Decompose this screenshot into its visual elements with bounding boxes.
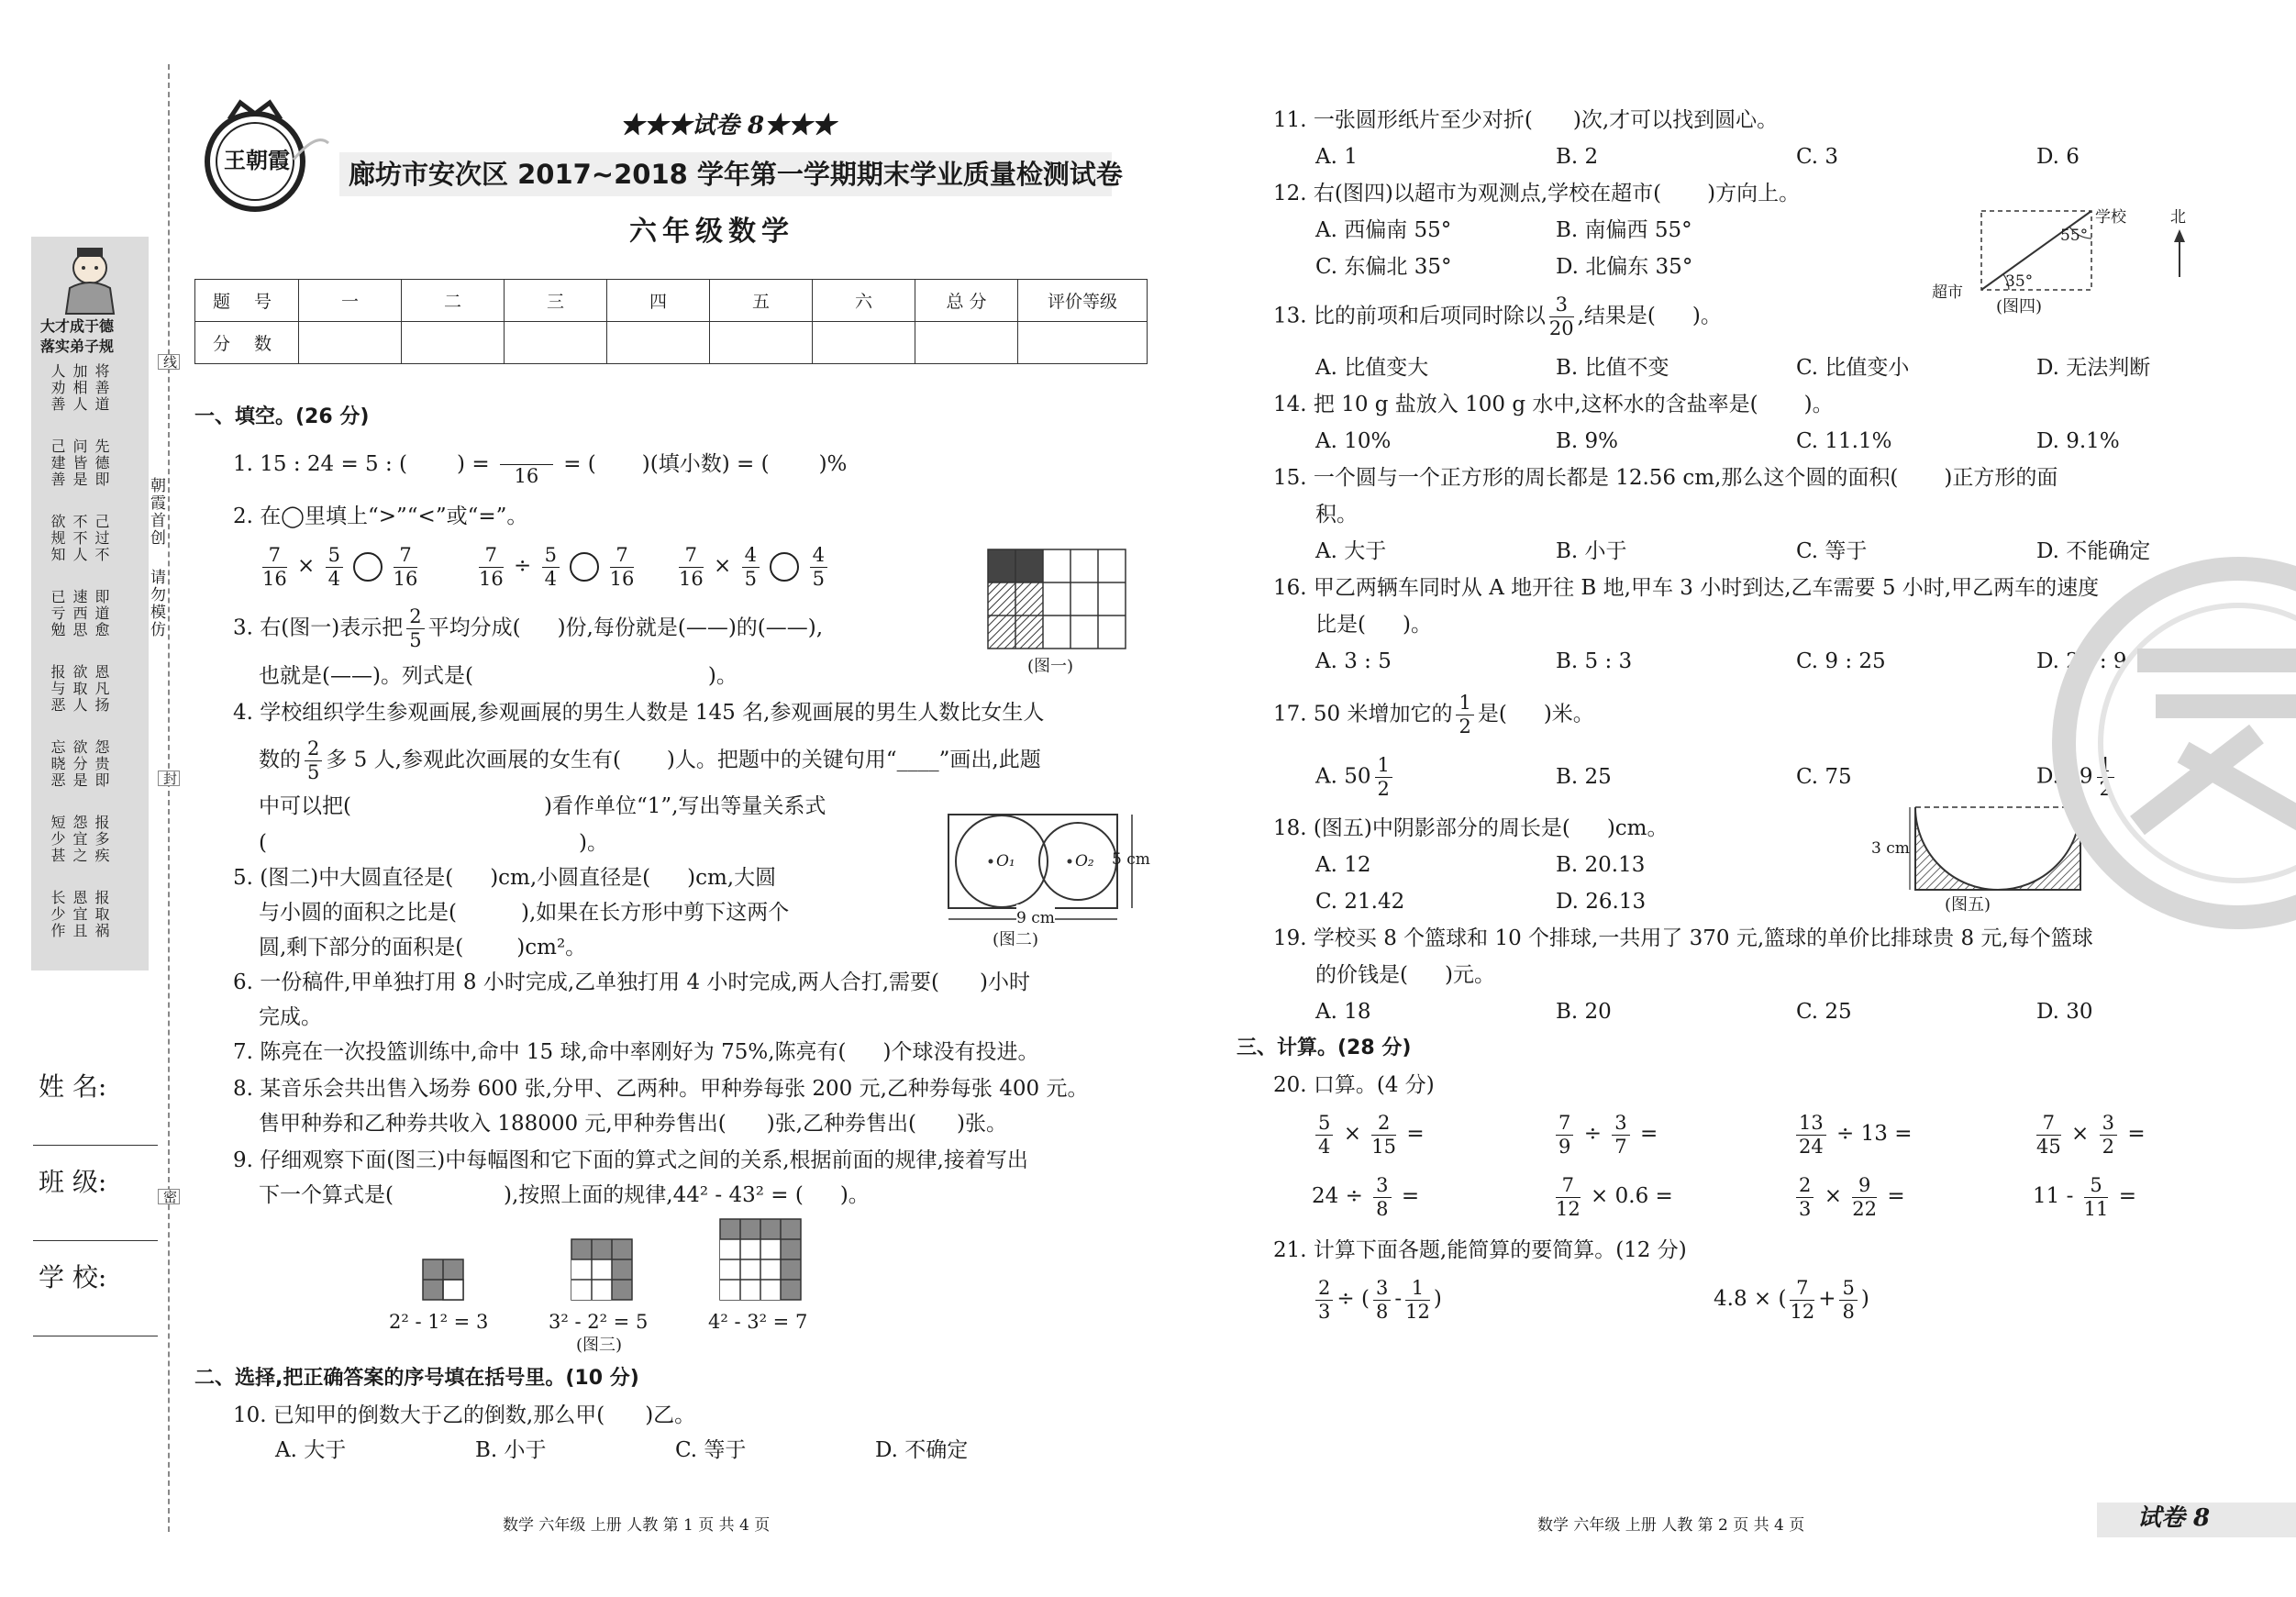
motto-column: 欲取人	[71, 664, 88, 714]
q17-option-a[interactable]: A. 50 $\frac{1}{2}$	[1315, 756, 1396, 799]
q20-item-1: $\frac{5}{4}$ × $\frac{2}{15}$ =	[1312, 1112, 1425, 1157]
motto-column: 报取祸	[93, 890, 110, 939]
q19-option-d[interactable]: D. 30	[2036, 1000, 2093, 1024]
score-table-score-row	[195, 322, 1148, 364]
binding-mark-seal: 封	[158, 771, 180, 786]
q20-item-6: $\frac{7}{12}$ × 0.6 =	[1556, 1173, 1673, 1220]
paper-title: 廊坊市安次区 2017~2018 学年第一学期期末学业质量检测试卷	[349, 159, 1123, 190]
q14-option-a[interactable]: A. 10%	[1315, 429, 1392, 453]
q13-option-c[interactable]: C. 比值变小	[1796, 356, 1910, 380]
motto-column: 怨宜之	[71, 815, 88, 864]
figure-3-eq-1: 2² - 1² = 3	[389, 1311, 489, 1333]
q10-option-b[interactable]: B. 小于	[475, 1438, 547, 1462]
name-field-label: 姓 名:	[39, 1071, 107, 1102]
logo-text: 王朝霞	[224, 147, 290, 173]
q17-stem: 17. 50 米增加它的 $\frac{1}{2}$ 是( )米。	[1273, 692, 1594, 738]
compare-circle[interactable]	[353, 552, 383, 582]
q2-item-2: $\frac{7}{16}$ ÷ $\frac{5}{4}$ $\frac{7}{16}$	[479, 543, 635, 590]
q11-stem: 11. 一张圆形纸片至少对折( )次,才可以找到圆心。	[1273, 108, 1779, 132]
q5-line-2: 与小圆的面积之比是( ),如果在长方形中剪下这两个	[259, 901, 790, 925]
score-cell: 五	[710, 280, 813, 322]
q21-expr-2: 4.8 × ( $\frac{7}{12}$ + $\frac{5}{8}$ )	[1714, 1276, 1869, 1323]
figure-5-caption: (图五)	[1945, 895, 1991, 915]
figure-4-angle-55: 55°	[2060, 227, 2089, 245]
figure-4-direction	[1926, 204, 2220, 316]
figure-2-o2: O₂	[1075, 852, 1094, 871]
q20-item-4: $\frac{7}{45}$ × $\frac{3}{2}$ =	[2036, 1111, 2146, 1158]
q3-line-2: 也就是(——)。列式是( )。	[259, 664, 738, 688]
binding-line	[168, 64, 170, 1532]
motto-column: 人劝善	[49, 363, 66, 413]
footer-right: 数学 六年级 上册 人教 第 2 页 共 4 页	[1537, 1516, 1805, 1535]
motto-column: 忘晓恶	[49, 739, 66, 789]
motto-column: 将善道	[93, 363, 110, 413]
score-input[interactable]	[710, 322, 813, 364]
class-field[interactable]	[33, 1240, 158, 1241]
school-field-label: 学 校:	[39, 1262, 107, 1292]
score-table	[194, 279, 1148, 364]
motto-column: 恩宜且	[71, 890, 88, 939]
q7-line-1: 7. 陈亮在一次投篮训练中,命中 15 球,命中率刚好为 75%,陈亮有( )个球没有投进。	[233, 1040, 1039, 1064]
score-cell: 二	[402, 280, 505, 322]
q13-option-b[interactable]: B. 比值不变	[1556, 356, 1669, 380]
motto-column: 加相人	[71, 363, 88, 413]
q5-line-3: 圆,剩下部分的面积是( )cm²。	[259, 936, 587, 959]
class-field-label: 班 级:	[39, 1167, 107, 1197]
q19-stem-cont: 的价钱是( )元。	[1315, 963, 1495, 987]
figure-2-height: 5 cm	[1112, 850, 1150, 869]
q4-line-1: 4. 学校组织学生参观画展,参观画展的男生人数是 145 名,参观画展的男生人数比女生人	[233, 701, 1045, 725]
q1-fraction: 16	[500, 444, 553, 486]
motto-column: 长少作	[49, 890, 66, 939]
q10-option-a[interactable]: A. 大于	[275, 1438, 347, 1462]
q10-option-d[interactable]: D. 不确定	[875, 1438, 969, 1462]
q15-option-d[interactable]: D. 不能确定	[2036, 539, 2151, 563]
motto-column: 己过不	[93, 514, 110, 563]
q12-option-c[interactable]: C. 东偏北 35°	[1315, 255, 1452, 279]
q16-stem-cont: 比是( )。	[1315, 613, 1432, 637]
section-2-title: 二、选择,把正确答案的序号填在括号里。(10 分)	[194, 1367, 639, 1390]
brand-logo	[193, 95, 330, 215]
score-input[interactable]	[505, 322, 607, 364]
q4-line-3: 中可以把( )看作单位“1”,写出等量关系式	[259, 794, 826, 818]
name-field[interactable]	[33, 1145, 158, 1146]
binding-mark-secret: 密	[158, 1189, 180, 1204]
motto-column: 速西思	[71, 589, 88, 638]
q14-option-d[interactable]: D. 9.1%	[2036, 429, 2120, 453]
q20-stem: 20. 口算。(4 分)	[1273, 1073, 1435, 1097]
q18-option-d[interactable]: D. 26.13	[1556, 890, 1647, 914]
q16-option-a[interactable]: A. 3 : 5	[1315, 649, 1392, 673]
q18-option-b[interactable]: B. 20.13	[1556, 853, 1646, 877]
q4-line-2: 数的 $\frac{2}{5}$ 多 5 人,参观此次画展的女生有( )人。把题中的关键句用“____”画出,此题	[259, 738, 1041, 783]
score-input[interactable]	[607, 322, 710, 364]
figure-5-height: 3 cm	[1871, 839, 1910, 858]
q3-line-1: 3. 右(图一)表示把 $\frac{2}{5}$ 平均分成( )份,每份就是(——)的(——),	[233, 605, 824, 651]
scholar-illustration	[53, 240, 127, 316]
figure-3-eq-3: 4² - 3² = 7	[708, 1311, 808, 1333]
score-cell: 四	[607, 280, 710, 322]
score-cell: 评价等级	[1018, 280, 1148, 322]
score-input[interactable]	[1018, 322, 1148, 364]
q11-option-c[interactable]: C. 3	[1796, 145, 1839, 169]
figure-2-caption: (图二)	[993, 930, 1039, 949]
motto-column: 不不人	[71, 514, 88, 563]
figure-3-square-4	[719, 1218, 802, 1304]
section-3-title: 三、计算。(28 分)	[1237, 1037, 1412, 1059]
figure-1-caption: (图一)	[1027, 657, 1074, 676]
q19-stem: 19. 学校买 8 个篮球和 10 个排球,一共用了 370 元,篮球的单价比排球贵 8 元,每个篮球	[1273, 926, 2093, 950]
motto-column: 恩凡扬	[93, 664, 110, 714]
seal-watermark	[2018, 550, 2296, 958]
figure-2-width: 9 cm	[1016, 904, 1055, 932]
q14-option-c[interactable]: C. 11.1%	[1796, 429, 1892, 453]
figure-3-square-3	[571, 1238, 633, 1304]
paper-subject: 六年级数学	[629, 216, 794, 248]
q18-stem: 18. (图五)中阴影部分的周长是( )cm。	[1273, 816, 1669, 840]
q1: 1. 15 : 24 = 5 : ( ) = 16 = ( )(填小数) = ( )%	[233, 442, 847, 486]
q14-stem: 14. 把 10 g 盐放入 100 g 水中,这杯水的含盐率是( )。	[1273, 393, 1834, 416]
q15-option-b[interactable]: B. 小于	[1556, 539, 1627, 563]
paper-series: ★★★试卷 8★★★	[620, 112, 837, 139]
motto-column: 报与恶	[49, 664, 66, 714]
score-cell: 三	[505, 280, 607, 322]
q13-option-d[interactable]: D. 无法判断	[2036, 356, 2151, 380]
q10-stem: 10. 已知甲的倒数大于乙的倒数,那么甲( )乙。	[233, 1403, 696, 1427]
q15-stem: 15. 一个圆与一个正方形的周长都是 12.56 cm,那么这个圆的面积( )正方形的面	[1273, 466, 2058, 490]
motto-header-1: 大才成于德	[40, 317, 115, 335]
q5-line-1: 5. (图二)中大圆直径是( )cm,小圆直径是( )cm,大圆	[233, 866, 777, 890]
score-input[interactable]	[402, 322, 505, 364]
q11-option-b[interactable]: B. 2	[1556, 145, 1599, 169]
q20-item-3: $\frac{13}{24}$ ÷ 13 =	[1792, 1112, 1913, 1157]
brand-note-2: 请勿模仿	[147, 569, 165, 638]
score-cell: 六	[813, 280, 915, 322]
compare-circle[interactable]	[770, 552, 799, 582]
score-cell: 总 分	[915, 280, 1018, 322]
figure-3-caption: (图三)	[576, 1336, 623, 1355]
q20-item-2: $\frac{7}{9}$ ÷ $\frac{3}{7}$ =	[1552, 1112, 1658, 1157]
q17-option-d[interactable]: D. 49 $\frac{1}{2}$	[2036, 756, 2118, 799]
motto-column: 即道愈	[93, 589, 110, 638]
footer-left: 数学 六年级 上册 人教 第 1 页 共 4 页	[503, 1516, 771, 1535]
motto-column: 欲规知	[49, 514, 66, 563]
q12-option-d[interactable]: D. 北偏东 35°	[1556, 255, 1693, 279]
motto-column: 已亏勉	[49, 589, 66, 638]
q4-line-4: ( )。	[259, 831, 608, 855]
q20-item-7: $\frac{2}{3}$ × $\frac{9}{22}$ =	[1792, 1174, 1905, 1219]
q19-option-c[interactable]: C. 25	[1796, 1000, 1852, 1024]
q18-option-c[interactable]: C. 21.42	[1315, 890, 1405, 914]
q2-stem: 2. 在◯里填上“>”“<”或“=”。	[233, 505, 528, 528]
q2-item-3: $\frac{7}{16}$ × $\frac{4}{5}$ $\frac{4}{5}$	[675, 541, 831, 591]
motto-column: 己建善	[49, 438, 66, 488]
q6-line-2: 完成。	[259, 1005, 322, 1029]
motto-column: 怨贵即	[93, 739, 110, 789]
q9-line-2: 下一个算式是( ),按照上面的规律,44² - 43² = ( )。	[259, 1183, 870, 1207]
q18-option-a[interactable]: A. 12	[1315, 853, 1371, 877]
q20-item-5: 24 ÷ $\frac{3}{8}$ =	[1312, 1173, 1420, 1220]
motto-column: 欲分是	[71, 739, 88, 789]
q17-option-b[interactable]: B. 25	[1556, 765, 1612, 789]
q13-stem: 13. 比的前项和后项同时除以 $\frac{3}{20}$ ,结果是( )。	[1273, 294, 1722, 339]
q16-option-d[interactable]: D. 25 : 9	[2036, 649, 2127, 673]
figure-3-square-2	[422, 1259, 464, 1304]
compare-circle[interactable]	[570, 552, 599, 582]
figure-4-angle-35: 35°	[2005, 272, 2034, 291]
q6-line-1: 6. 一份稿件,甲单独打用 8 小时完成,乙单独打用 4 小时完成,两人合打,需要( )小时	[233, 970, 1030, 994]
motto-column: 短少甚	[49, 815, 66, 864]
q19-option-b[interactable]: B. 20	[1556, 1000, 1612, 1024]
score-cell: 一	[299, 280, 402, 322]
q8-line-2: 售甲种券和乙种券共收入 188000 元,甲种券售出( )张,乙种券售出( )张。	[259, 1112, 1007, 1136]
q2-item-1: $\frac{7}{16}$ × $\frac{5}{4}$ $\frac{7}{16}$	[262, 543, 418, 590]
q15-option-a[interactable]: A. 大于	[1315, 539, 1387, 563]
q21-expr-1: $\frac{2}{3}$ ÷ ( $\frac{3}{8}$ - $\frac{1}{12}$ )	[1312, 1277, 1442, 1322]
q11-option-d[interactable]: D. 6	[2036, 145, 2080, 169]
figure-2-o1: O₁	[996, 852, 1015, 871]
figure-4-market: 超市	[1932, 283, 1963, 302]
binding-mark-line: 线	[158, 354, 180, 370]
figure-1-grid	[987, 549, 1126, 653]
score-input[interactable]	[299, 322, 402, 364]
q20-item-8: 11 - $\frac{5}{11}$ =	[2033, 1173, 2136, 1220]
figure-4-school: 学校	[2095, 208, 2126, 227]
q12-option-b[interactable]: B. 南偏西 55°	[1556, 218, 1692, 242]
score-table-header-row	[195, 280, 1148, 322]
q12-option-a[interactable]: A. 西偏南 55°	[1315, 218, 1452, 242]
figure-2-circles	[943, 811, 1163, 934]
figure-3-eq-2: 3² - 2² = 5	[549, 1311, 649, 1333]
q12-stem: 12. 右(图四)以超市为观测点,学校在超市( )方向上。	[1273, 182, 1801, 205]
q15-stem-cont: 积。	[1315, 503, 1358, 527]
q13-option-a[interactable]: A. 比值变大	[1315, 356, 1429, 380]
q8-line-1: 8. 某音乐会共出售入场券 600 张,分甲、乙两种。甲种券每张 200 元,乙种券每张 400 元。	[233, 1077, 1089, 1101]
q16-option-c[interactable]: C. 9 : 25	[1796, 649, 1886, 673]
figure-4-north: 北	[2170, 208, 2186, 227]
brand-note-1: 朝霞首创	[147, 477, 165, 547]
motto-column: 先德即	[93, 438, 110, 488]
score-cell: 分 数	[195, 322, 299, 364]
score-input[interactable]	[915, 322, 1018, 364]
score-input[interactable]	[813, 322, 915, 364]
q21-stem: 21. 计算下面各题,能简算的要简算。(12 分)	[1273, 1238, 1687, 1262]
q16-option-b[interactable]: B. 5 : 3	[1556, 649, 1633, 673]
q11-option-a[interactable]: A. 1	[1315, 145, 1358, 169]
motto-column: 问皆是	[71, 438, 88, 488]
q9-line-1: 9. 仔细观察下面(图三)中每幅图和它下面的算式之间的关系,根据前面的规律,接着写出	[233, 1148, 1028, 1172]
q16-stem: 16. 甲乙两辆车同时从 A 地开往 B 地,甲车 3 小时到达,乙车需要 5 小时,甲乙两车的速度	[1273, 576, 2100, 600]
q1-blank-num[interactable]	[500, 444, 553, 465]
figure-4-caption: (图四)	[1996, 297, 2043, 316]
q14-option-b[interactable]: B. 9%	[1556, 429, 1619, 453]
q10-option-c[interactable]: C. 等于	[675, 1438, 747, 1462]
q15-option-c[interactable]: C. 等于	[1796, 539, 1868, 563]
q17-option-c[interactable]: C. 75	[1796, 765, 1852, 789]
footer-tag: 试卷 8	[2137, 1504, 2211, 1532]
q19-option-a[interactable]: A. 18	[1315, 1000, 1371, 1024]
motto-column: 报多疾	[93, 815, 110, 864]
section-1-title: 一、填空。(26 分)	[194, 405, 370, 428]
score-cell: 题 号	[195, 280, 299, 322]
motto-header-2: 落实弟子规	[40, 338, 115, 355]
